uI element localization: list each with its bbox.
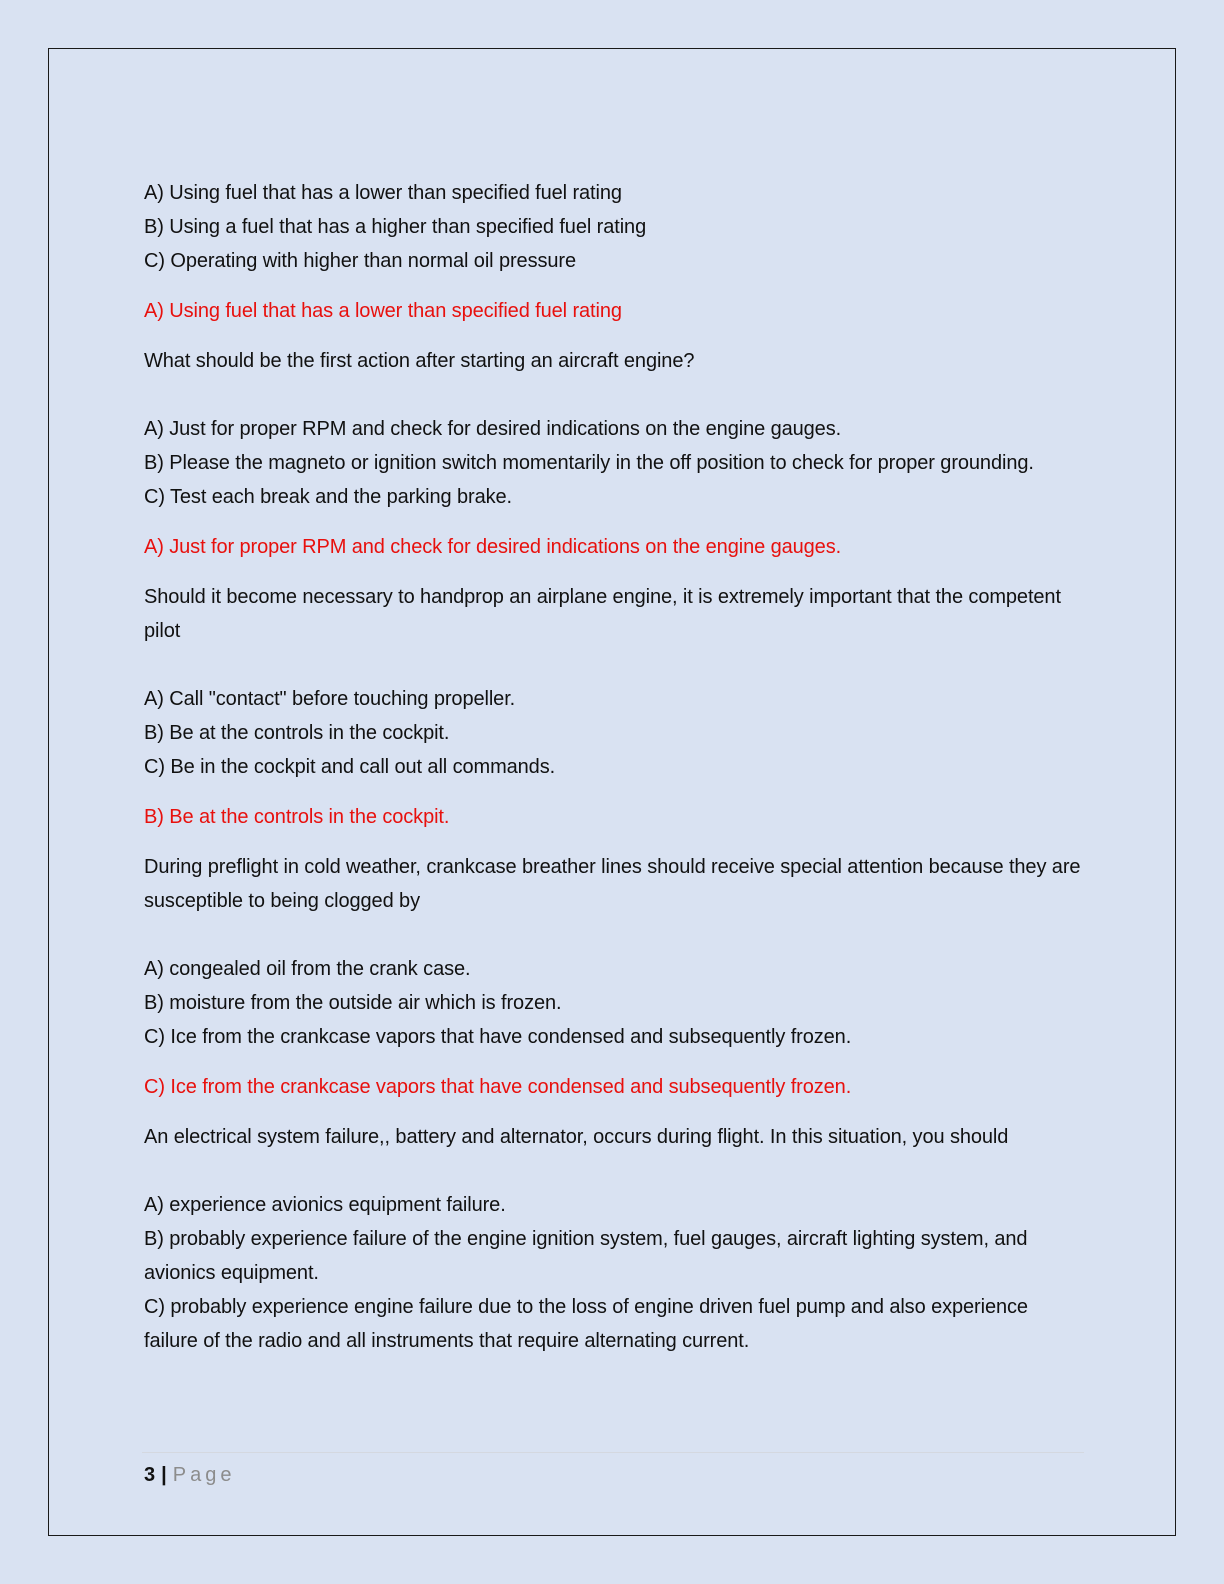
question-text: What should be the first action after starting an aircraft engine? [144,350,695,372]
option-c: C) Be in the cockpit and call out all commands. [144,756,556,778]
option-a: A) experience avionics equipment failure. [144,1194,506,1216]
option-a: A) Call "contact" before touching propeller. [144,688,516,710]
option-c: C) Test each break and the parking brake. [144,486,512,508]
option-a: A) Using fuel that has a lower than specified fuel rating [144,182,622,204]
document-content [144,176,1084,1358]
question-text: Should it become necessary to handprop an airplane engine, it is extremely important that the competent pilot [144,586,1061,642]
answer-text: C) Ice from the crankcase vapors that have condensed and subsequently frozen. [144,1076,852,1098]
footer-divider [142,1452,1084,1453]
question-block-5 [144,1120,1084,1358]
option-a: A) Just for proper RPM and check for desired indications on the engine gauges. [144,418,842,440]
option-b: B) Be at the controls in the cockpit. [144,722,450,744]
page-footer [144,1458,235,1492]
question-block-1 [144,176,1084,328]
answer-text: A) Just for proper RPM and check for desired indications on the engine gauges. [144,536,842,558]
option-c: C) Operating with higher than normal oil pressure [144,250,576,272]
question-text: During preflight in cold weather, crankcase breather lines should receive special attention because they are susceptible to being clogged by [144,856,1081,912]
question-block-2 [144,344,1084,564]
answer-text: A) Using fuel that has a lower than specified fuel rating [144,300,622,322]
option-c: C) probably experience engine failure due to the loss of engine driven fuel pump and also experience failure of the radio and all instruments that require alternating current. [144,1296,1028,1352]
option-b: B) moisture from the outside air which is frozen. [144,992,562,1014]
question-text: An electrical system failure,, battery and alternator, occurs during flight. In this situation, you should [144,1126,1009,1148]
question-block-3 [144,580,1084,834]
option-b: B) Please the magneto or ignition switch momentarily in the off position to check for proper grounding. [144,452,1034,474]
option-b: B) probably experience failure of the engine ignition system, fuel gauges, aircraft lighting system, and avionics equipment. [144,1228,1028,1284]
page-number: 3 [144,1464,156,1486]
option-c: C) Ice from the crankcase vapors that have condensed and subsequently frozen. [144,1026,852,1048]
option-a: A) congealed oil from the crank case. [144,958,471,980]
footer-separator: | [161,1464,167,1486]
answer-text: B) Be at the controls in the cockpit. [144,806,450,828]
page-label: Page [172,1464,236,1486]
option-b: B) Using a fuel that has a higher than specified fuel rating [144,216,647,238]
question-block-4 [144,850,1084,1104]
